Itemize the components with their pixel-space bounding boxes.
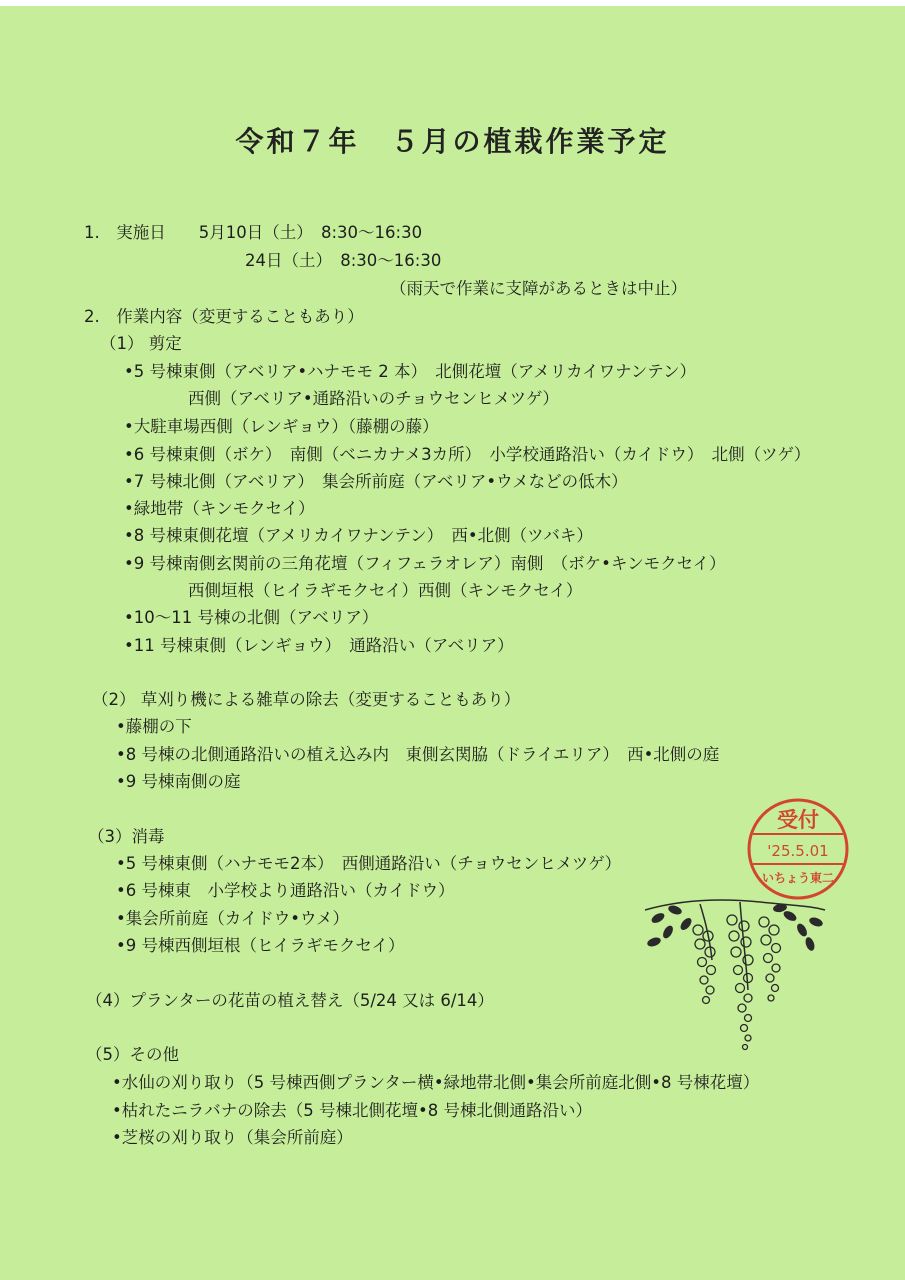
stamp-bottom-text: いちょう東二 [761,871,835,885]
wisteria-illustration [640,880,830,1060]
list-item: •大駐車場西側（レンギョウ）（藤棚の藤） [124,417,439,436]
list-item: •8 号棟東側花壇（アメリカイワナンテン） 西•北側（ツバキ） [124,526,593,545]
list-item: •枯れたニラバナの除去（5 号棟北側花壇•8 号棟北側通路沿い） [112,1101,592,1120]
list-item: •11 号棟東側（レンギョウ） 通路沿い（アベリア） [124,636,514,655]
page-title: 令和７年 ５月の植栽作業予定 [235,125,670,158]
list-item: •芝桜の刈り取り（集会所前庭） [112,1128,353,1147]
list-item: •5 号棟東側（アベリア•ハナモモ 2 本） 北側花壇（アメリカイワナンテン） [124,362,696,381]
list-item: 西側垣根（ヒイラギモクセイ）西側（キンモクセイ） [188,581,583,600]
list-item: •7 号棟北側（アベリア） 集会所前庭（アベリア•ウメなどの低木） [124,472,628,491]
list-item: •水仙の刈り取り（5 号棟西側プランター横•緑地帯北側•集会所前庭北側•8 号棟花壇） [112,1073,760,1092]
list-item: •9 号棟南側の庭 [116,772,241,791]
list-item: •9 号棟南側玄関前の三角花壇（フィフェラオレア）南側 （ボケ•キンモクセイ） [124,554,726,573]
section-other-heading: （5）その他 [86,1045,179,1064]
list-item: •6 号棟東 小学校より通路沿い（カイドウ） [116,881,455,900]
list-item: •8 号棟の北側通路沿いの植え込み内 東側玄関脇（ドライエリア） 西•北側の庭 [116,745,720,764]
rain-note: （雨天で作業に支障があるときは中止） [390,279,687,298]
section-pruning-heading: （1） 剪定 [100,334,182,353]
stamp-top-text: 受付 [777,808,819,832]
schedule-date-1: 1. 実施日 5月10日（土） 8:30〜16:30 [84,223,423,242]
list-item: •5 号棟東側（ハナモモ2本） 西側通路沿い（チョウセンヒメツゲ） [116,854,622,873]
list-item: •9 号棟西側垣根（ヒイラギモクセイ） [116,936,405,955]
list-item: 西側（アベリア•通路沿いのチョウセンヒメツゲ） [188,389,559,408]
section-planter-heading: （4）プランターの花苗の植え替え（5/24 又は 6/14） [86,991,494,1010]
section-disinfection-heading: （3）消毒 [88,827,165,846]
work-content-heading: 2. 作業内容（変更することもあり） [84,307,364,326]
list-item: •緑地帯（キンモクセイ） [124,499,315,518]
list-item: •集会所前庭（カイドウ•ウメ） [116,909,349,928]
list-item: •6 号棟東側（ボケ） 南側（ベニカナメ3カ所） 小学校通路沿い（カイドウ） 北側（ツゲ） [124,445,811,464]
section-mowing-heading: （2） 草刈り機による雑草の除去（変更することもあり） [92,690,521,709]
list-item: •10〜11 号棟の北側（アベリア） [124,608,379,627]
stamp-date-text: '25.5.01 [767,842,829,860]
schedule-date-2: 24日（土） 8:30〜16:30 [245,251,442,270]
list-item: •藤棚の下 [116,717,192,736]
